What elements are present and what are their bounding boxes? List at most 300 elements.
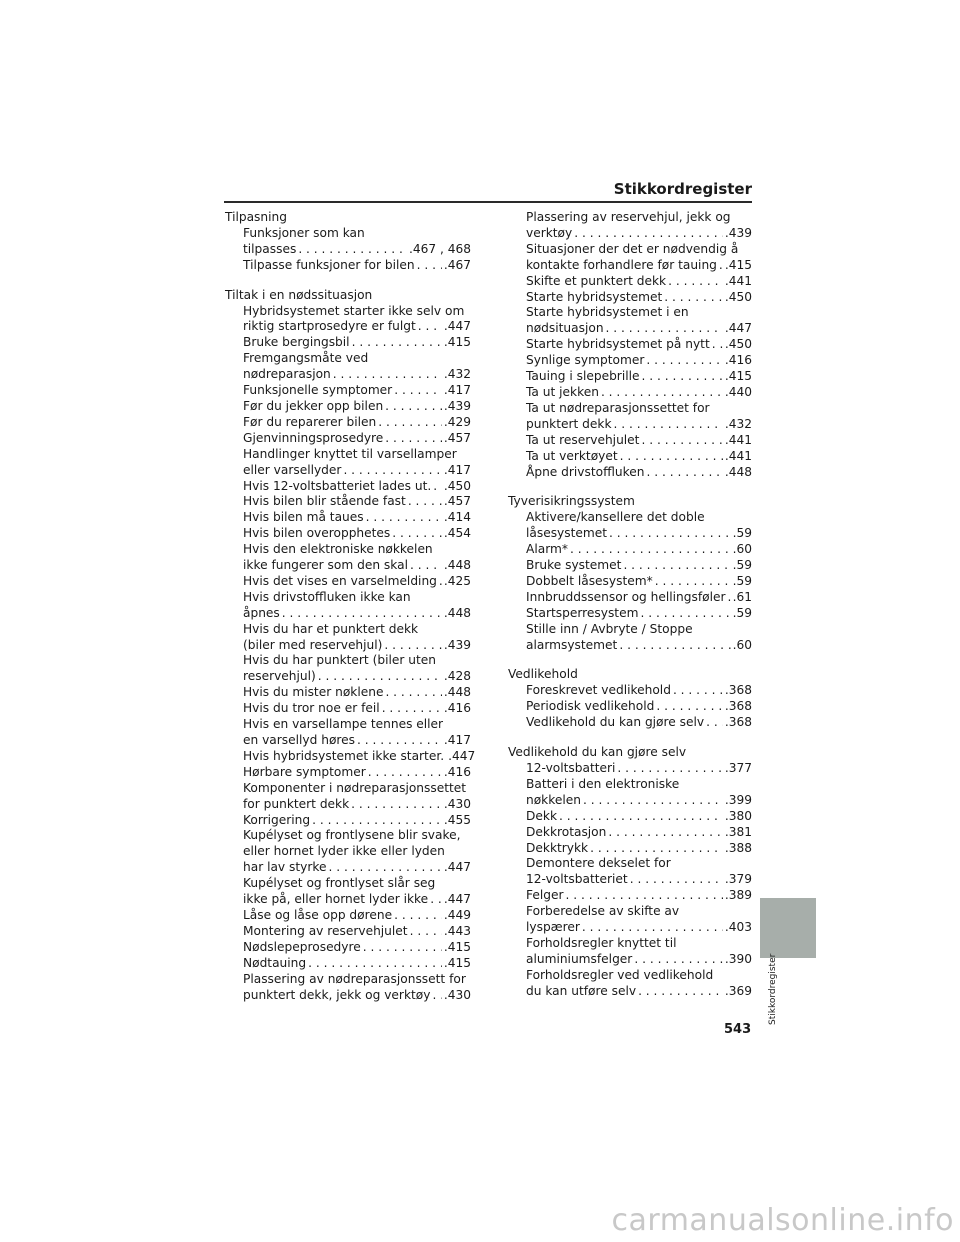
- page-reference: .450: [724, 337, 752, 352]
- index-subentry: [225, 908, 471, 924]
- page-header-title: Stikkordregister: [613, 180, 752, 198]
- page-reference: .59: [732, 526, 752, 541]
- index-subentry: [508, 542, 752, 558]
- dot-leader: [617, 761, 722, 777]
- index-subentry: [225, 748, 476, 765]
- subentry-label: Hvis du har et punktert dekk: [243, 621, 419, 636]
- index-entry: [508, 745, 752, 1000]
- subentry-label: Tauing i slepebrille: [526, 369, 640, 384]
- subentry-label: Alarm*: [526, 542, 568, 557]
- subentry-label: Dekktrykk: [526, 840, 589, 855]
- index-subentry: [508, 888, 752, 904]
- index-subentry: [225, 479, 471, 495]
- dot-leader: [385, 399, 442, 415]
- dot-leader: [614, 417, 723, 433]
- subentry-label: Hvis bilen må taues: [243, 510, 364, 525]
- page-reference: .447: [443, 319, 471, 334]
- dot-leader: [408, 494, 442, 510]
- subentry-label: Synlige symptomer: [526, 353, 645, 368]
- subentry-label: Demontere dekselet for: [526, 856, 671, 871]
- index-subentry: [508, 904, 752, 920]
- page-reference: .415: [724, 369, 752, 384]
- page-reference: .430: [443, 987, 471, 1002]
- subentry-label: låsesystemet: [526, 526, 608, 541]
- index-subentry: [508, 417, 752, 433]
- index-subentry: [225, 510, 471, 526]
- index-column-right: [508, 210, 752, 1014]
- subentry-label: har lav styrke: [243, 860, 327, 875]
- dot-leader: [417, 258, 442, 274]
- dot-leader: [638, 984, 723, 1000]
- page-reference: .429: [443, 414, 471, 429]
- dot-leader: [329, 860, 442, 876]
- index-subentry: [225, 701, 471, 717]
- subentry-label: Hvis drivstoffluken ikke kan: [243, 589, 411, 604]
- dot-leader: [385, 685, 441, 701]
- section-tab-label: Stikkordregister: [768, 953, 778, 1025]
- index-subentry: [508, 984, 752, 1000]
- index-subentry: [508, 825, 752, 841]
- dot-leader: [712, 337, 723, 353]
- dot-leader: [570, 542, 731, 558]
- subentry-label: Ta ut nødreparasjonssettet for: [526, 400, 710, 415]
- index-subentry: [225, 226, 471, 242]
- page-reference: .430: [443, 796, 471, 811]
- dot-leader: [357, 733, 442, 749]
- subentry-label: punktert dekk: [526, 416, 612, 431]
- page-reference: .388: [724, 840, 752, 855]
- index-subentry: [225, 304, 471, 320]
- dot-leader: [655, 574, 731, 590]
- dot-leader: [282, 606, 442, 622]
- index-subentry: [508, 715, 752, 731]
- dot-leader: [641, 369, 722, 385]
- page-reference: .425: [443, 573, 471, 588]
- dot-leader: [410, 558, 442, 574]
- subentry-label: kontakte forhandlere før tauing: [526, 257, 717, 272]
- page-reference: .448: [443, 558, 471, 573]
- index-entry: [508, 667, 752, 731]
- page-reference: .60: [732, 637, 752, 652]
- subentry-label: Forholdsregler knyttet til: [526, 935, 677, 950]
- subentry-label: Hvis den elektroniske nøkkelen: [243, 542, 433, 557]
- page-reference: .417: [443, 383, 471, 398]
- index-subentry: [225, 653, 471, 669]
- index-subentry: [508, 920, 752, 936]
- index-subentry: [508, 622, 752, 638]
- index-entry: [225, 210, 471, 274]
- page-reference: .379: [724, 872, 752, 887]
- index-subentry: [225, 844, 471, 860]
- subentry-label: 12-voltsbatteriet: [526, 872, 628, 887]
- subentry-label: Før du jekker opp bilen: [243, 398, 384, 413]
- index-subentry: [225, 940, 471, 956]
- index-subentry: [508, 274, 752, 290]
- subentry-label: alarmsystemet: [526, 637, 618, 652]
- subentry-label: Handlinger knyttet til varsellamper: [243, 446, 457, 461]
- subentry-label: nødsituasjon: [526, 321, 604, 336]
- index-subentry: [225, 590, 471, 606]
- index-subentry: [508, 226, 752, 242]
- index-subentry: [225, 733, 471, 749]
- index-subentry: [508, 433, 752, 449]
- index-heading: Tiltak i en nødssituasjon: [225, 287, 373, 302]
- page-reference: .441: [724, 448, 752, 463]
- index-subentry: [508, 449, 752, 465]
- index-subentry: [225, 860, 471, 876]
- index-subentry: [508, 793, 752, 809]
- index-heading: Vedlikehold: [508, 667, 578, 682]
- dot-leader: [439, 574, 442, 590]
- index-subentry: [508, 856, 752, 872]
- dot-leader: [583, 793, 723, 809]
- page-reference: .447: [448, 748, 476, 763]
- dot-leader: [574, 226, 723, 242]
- index-subentry: [508, 337, 752, 353]
- index-subentry: [508, 809, 752, 825]
- subentry-label: Starte hybridsystemet i en: [526, 305, 689, 320]
- index-subentry: [508, 638, 752, 654]
- dot-leader: [410, 924, 442, 940]
- index-subentry: [225, 383, 471, 399]
- page-reference: .380: [724, 808, 752, 823]
- subentry-label: Låse og låse opp dørene: [243, 907, 393, 922]
- subentry-label: Stille inn / Avbryte / Stoppe: [526, 621, 693, 636]
- index-subentry: [508, 401, 752, 417]
- index-subentry: [508, 761, 752, 777]
- subentry-label: Felger: [526, 888, 564, 903]
- subentry-label: Hvis 12-voltsbatteriet lades ut.: [243, 478, 432, 493]
- dot-leader: [298, 242, 407, 258]
- page-reference: .415: [443, 955, 471, 970]
- index-subentry: [225, 574, 471, 590]
- subentry-label: Dekkrotasjon: [526, 824, 607, 839]
- index-subentry: [225, 765, 471, 781]
- page-reference: .377: [724, 761, 752, 775]
- page-reference: .447: [443, 860, 471, 875]
- subentry-label: Foreskrevet vedlikehold: [526, 683, 671, 698]
- page-reference: .61: [732, 589, 752, 604]
- subentry-label: Før du reparerer bilen: [243, 414, 377, 429]
- subentry-label: for punktert dekk: [243, 796, 350, 811]
- subentry-label: Starte hybridsystemet: [526, 289, 663, 304]
- subentry-label: Hvis hybridsystemet ikke starter.: [243, 748, 445, 763]
- subentry-label: Hybridsystemet starter ikke selv om: [243, 303, 465, 318]
- dot-leader: [623, 558, 730, 574]
- dot-leader: [719, 258, 723, 274]
- subentry-label: nødreparasjon: [243, 367, 331, 382]
- index-subentry: [225, 367, 471, 383]
- page-reference: .368: [724, 715, 752, 730]
- dot-leader: [308, 956, 442, 972]
- subentry-label: Dobbelt låsesystem*: [526, 573, 653, 588]
- page-reference: .443: [443, 923, 471, 938]
- index-subentry: [225, 463, 471, 479]
- subentry-label: Hørbare symptomer: [243, 764, 366, 779]
- dot-leader: [706, 715, 723, 731]
- index-subentry: [508, 305, 752, 321]
- dot-leader: [418, 319, 442, 335]
- page-reference: .368: [724, 699, 752, 714]
- page-reference: .441: [724, 432, 752, 447]
- subentry-label: Bruke systemet: [526, 558, 622, 573]
- subentry-label: Plassering av reservehjul, jekk og: [526, 210, 731, 224]
- subentry-label: Bruke bergingsbil: [243, 335, 350, 350]
- subentry-label: Forholdsregler ved vedlikehold: [526, 967, 714, 982]
- subentry-label: Montering av reservehjulet: [243, 923, 408, 938]
- index-subentry: [225, 892, 471, 908]
- subentry-label: Hvis en varsellampe tennes eller: [243, 717, 444, 732]
- subentry-label: Kupélyset og frontlysene blir svake,: [243, 828, 461, 843]
- dot-leader: [673, 683, 723, 699]
- dot-leader: [312, 813, 442, 829]
- index-subentry: [225, 797, 471, 813]
- subentry-label: du kan utføre selv: [526, 983, 637, 998]
- index-subentry: [508, 321, 752, 337]
- index-subentry: [225, 431, 471, 447]
- subentry-label: Hvis du har punktert (biler uten: [243, 653, 436, 668]
- dot-leader: [728, 590, 731, 606]
- index-subentry: [225, 972, 471, 988]
- index-subentry: [508, 683, 752, 699]
- page-reference: .415: [443, 939, 471, 954]
- subentry-label: Tilpasse funksjoner for bilen: [243, 257, 415, 272]
- page-reference: .439: [724, 225, 752, 240]
- subentry-label: Hvis det vises en varselmelding: [243, 573, 437, 588]
- page-reference: .457: [443, 494, 471, 509]
- page-reference: .467 , 468: [408, 241, 471, 256]
- dot-leader: [363, 940, 442, 956]
- dot-leader: [343, 463, 441, 479]
- index-entry: [508, 210, 752, 480]
- page-reference: .417: [443, 462, 471, 477]
- subentry-label: Hvis du tror noe er feil: [243, 701, 380, 716]
- dot-leader: [565, 888, 722, 904]
- index-subentry: [225, 781, 471, 797]
- subentry-label: Ta ut verktøyet: [526, 448, 618, 463]
- index-entry: [225, 287, 476, 1004]
- index-heading: Tilpasning: [225, 210, 287, 224]
- index-subentry: [508, 777, 752, 793]
- index-subentry: [225, 351, 471, 367]
- dot-leader: [394, 383, 442, 399]
- page-reference: .369: [724, 983, 752, 998]
- subentry-label: Forberedelse av skifte av: [526, 904, 680, 919]
- subentry-label: Korrigering: [243, 812, 311, 827]
- subentry-label: ikke på, eller hornet lyder ikke: [243, 892, 429, 907]
- dot-leader: [664, 290, 723, 306]
- dot-leader: [366, 510, 442, 526]
- subentry-label: Gjenvinningsprosedyre: [243, 430, 384, 445]
- subentry-label: Åpne drivstoffluken: [526, 464, 645, 479]
- page-reference: .457: [443, 430, 471, 445]
- page-reference: .416: [443, 701, 471, 716]
- subentry-label: Situasjoner der det er nødvendig å: [526, 241, 739, 256]
- subentry-label: Hvis du mister nøklene: [243, 685, 384, 700]
- index-subentry: [225, 542, 471, 558]
- subentry-label: tilpasses: [243, 241, 297, 256]
- index-subentry: [225, 669, 471, 685]
- page-reference: .447: [724, 321, 752, 336]
- dot-leader: [620, 449, 723, 465]
- dot-leader: [601, 385, 723, 401]
- subentry-label: Komponenter i nødreparasjonssettet: [243, 780, 467, 795]
- subentry-label: Plassering av nødreparasjonssett for: [243, 971, 466, 986]
- page-reference: .415: [443, 335, 471, 350]
- page-reference: .450: [443, 478, 471, 493]
- subentry-label: punktert dekk, jekk og verktøy: [243, 987, 431, 1002]
- index-subentry: [225, 876, 471, 892]
- subentry-label: åpnes: [243, 605, 280, 620]
- dot-leader: [433, 479, 442, 495]
- subentry-label: en varsellyd høres: [243, 733, 356, 747]
- index-column-left: [225, 210, 476, 1017]
- index-subentry: [225, 638, 471, 654]
- page-reference: .448: [443, 605, 471, 620]
- subentry-label: Ta ut jekken: [526, 384, 599, 399]
- page-reference: .448: [443, 685, 471, 700]
- dot-leader: [590, 841, 723, 857]
- index-heading: Vedlikehold du kan gjøre selv: [508, 745, 687, 760]
- page-reference: .390: [724, 951, 752, 966]
- dot-leader: [368, 765, 442, 781]
- index-subentry: [508, 574, 752, 590]
- dot-leader: [384, 638, 441, 654]
- subentry-label: lyspærer: [526, 920, 580, 935]
- index-subentry: [225, 924, 471, 940]
- index-subentry: [225, 399, 471, 415]
- subentry-label: Hvis bilen blir stående fast: [243, 494, 406, 509]
- dot-leader: [382, 701, 442, 717]
- dot-leader: [582, 920, 723, 936]
- index-subentry: [508, 510, 752, 526]
- index-subentry: [225, 956, 471, 972]
- index-subentry: [508, 872, 752, 888]
- dot-leader: [640, 606, 730, 622]
- subentry-label: Batteri i den elektroniske: [526, 776, 680, 791]
- subentry-label: Nødslepeprosedyre: [243, 939, 361, 954]
- index-subentry: [225, 988, 471, 1004]
- subentry-label: riktig startprosedyre er fulgt: [243, 319, 416, 334]
- index-subentry: [508, 590, 752, 606]
- page-reference: .467: [443, 257, 471, 272]
- index-entry: [508, 494, 752, 653]
- index-subentry: [225, 558, 471, 574]
- header-divider: [224, 201, 752, 203]
- page-reference: .428: [443, 669, 471, 684]
- page-reference: .440: [724, 384, 752, 399]
- page-reference: .439: [443, 398, 471, 413]
- index-subentry: [225, 494, 471, 510]
- dot-leader: [634, 952, 723, 968]
- index-subentry: [225, 813, 471, 829]
- subentry-label: reservehjul): [243, 669, 316, 684]
- page-reference: .448: [724, 464, 752, 479]
- subentry-label: Ta ut reservehjulet: [526, 432, 640, 447]
- dot-leader: [606, 321, 723, 337]
- index-subentry: [508, 952, 752, 968]
- page-reference: .416: [724, 353, 752, 368]
- subentry-label: Nødtauing: [243, 955, 307, 970]
- subentry-label: 12-voltsbatteri: [526, 761, 616, 775]
- dot-leader: [646, 353, 723, 369]
- page-reference: .455: [443, 812, 471, 827]
- page-reference: .417: [443, 733, 471, 747]
- subentry-label: aluminiumsfelger: [526, 951, 633, 966]
- subentry-label: eller hornet lyder ikke eller lyden: [243, 844, 445, 859]
- dot-leader: [559, 809, 723, 825]
- index-subentry: [508, 936, 752, 952]
- index-subentry: [225, 828, 471, 844]
- page-reference: .381: [724, 824, 752, 839]
- subentry-label: Periodisk vedlikehold: [526, 699, 655, 714]
- page-reference: .60: [732, 542, 752, 557]
- subentry-label: Kupélyset og frontlyset slår seg: [243, 876, 436, 891]
- subentry-label: Skifte et punktert dekk: [526, 273, 667, 288]
- dot-leader: [609, 526, 731, 542]
- subentry-label: Funksjoner som kan: [243, 225, 365, 240]
- index-subentry: [508, 290, 752, 306]
- index-subentry: [225, 717, 471, 733]
- page-reference: .441: [724, 273, 752, 288]
- index-subentry: [508, 968, 752, 984]
- page-reference: .368: [724, 683, 752, 698]
- dot-leader: [351, 797, 442, 813]
- index-subentry: [508, 258, 752, 274]
- page-reference: .432: [724, 416, 752, 431]
- page-reference: .59: [732, 573, 752, 588]
- subentry-label: Startsperresystem: [526, 605, 639, 620]
- index-subentry: [508, 242, 752, 258]
- index-subentry: [225, 319, 471, 335]
- subentry-label: Aktivere/kansellere det doble: [526, 510, 705, 525]
- dot-leader: [656, 699, 723, 715]
- page-reference: .432: [443, 367, 471, 382]
- dot-leader: [352, 335, 442, 351]
- subentry-label: Fremgangsmåte ved: [243, 351, 369, 366]
- dot-leader: [630, 872, 723, 888]
- subentry-label: ikke fungerer som den skal: [243, 558, 408, 573]
- dot-leader: [385, 431, 442, 447]
- index-subentry: [508, 353, 752, 369]
- page-reference: .449: [443, 907, 471, 922]
- index-subentry: [508, 369, 752, 385]
- dot-leader: [619, 638, 730, 654]
- page-reference: .59: [732, 605, 752, 620]
- page-reference: .403: [724, 920, 752, 935]
- index-subentry: [508, 465, 752, 481]
- dot-leader: [608, 825, 722, 841]
- index-subentry: [225, 526, 471, 542]
- index-subentry: [508, 606, 752, 622]
- index-subentry: [225, 258, 471, 274]
- subentry-label: Dekk: [526, 808, 557, 823]
- watermark: carmanualsonline.info: [611, 1203, 954, 1238]
- page-reference: .399: [724, 792, 752, 807]
- subentry-label: (biler med reservehjul): [243, 637, 383, 652]
- page-reference: .447: [443, 892, 471, 907]
- dot-leader: [378, 415, 442, 431]
- dot-leader: [318, 669, 442, 685]
- dot-leader: [430, 892, 442, 908]
- subentry-label: Funksjonelle symptomer: [243, 383, 393, 398]
- index-subentry: [508, 841, 752, 857]
- index-subentry: [508, 699, 752, 715]
- index-subentry: [225, 685, 471, 701]
- subentry-label: Hvis bilen overopphetes: [243, 526, 391, 541]
- dot-leader: [392, 526, 442, 542]
- page-reference: .454: [443, 526, 471, 541]
